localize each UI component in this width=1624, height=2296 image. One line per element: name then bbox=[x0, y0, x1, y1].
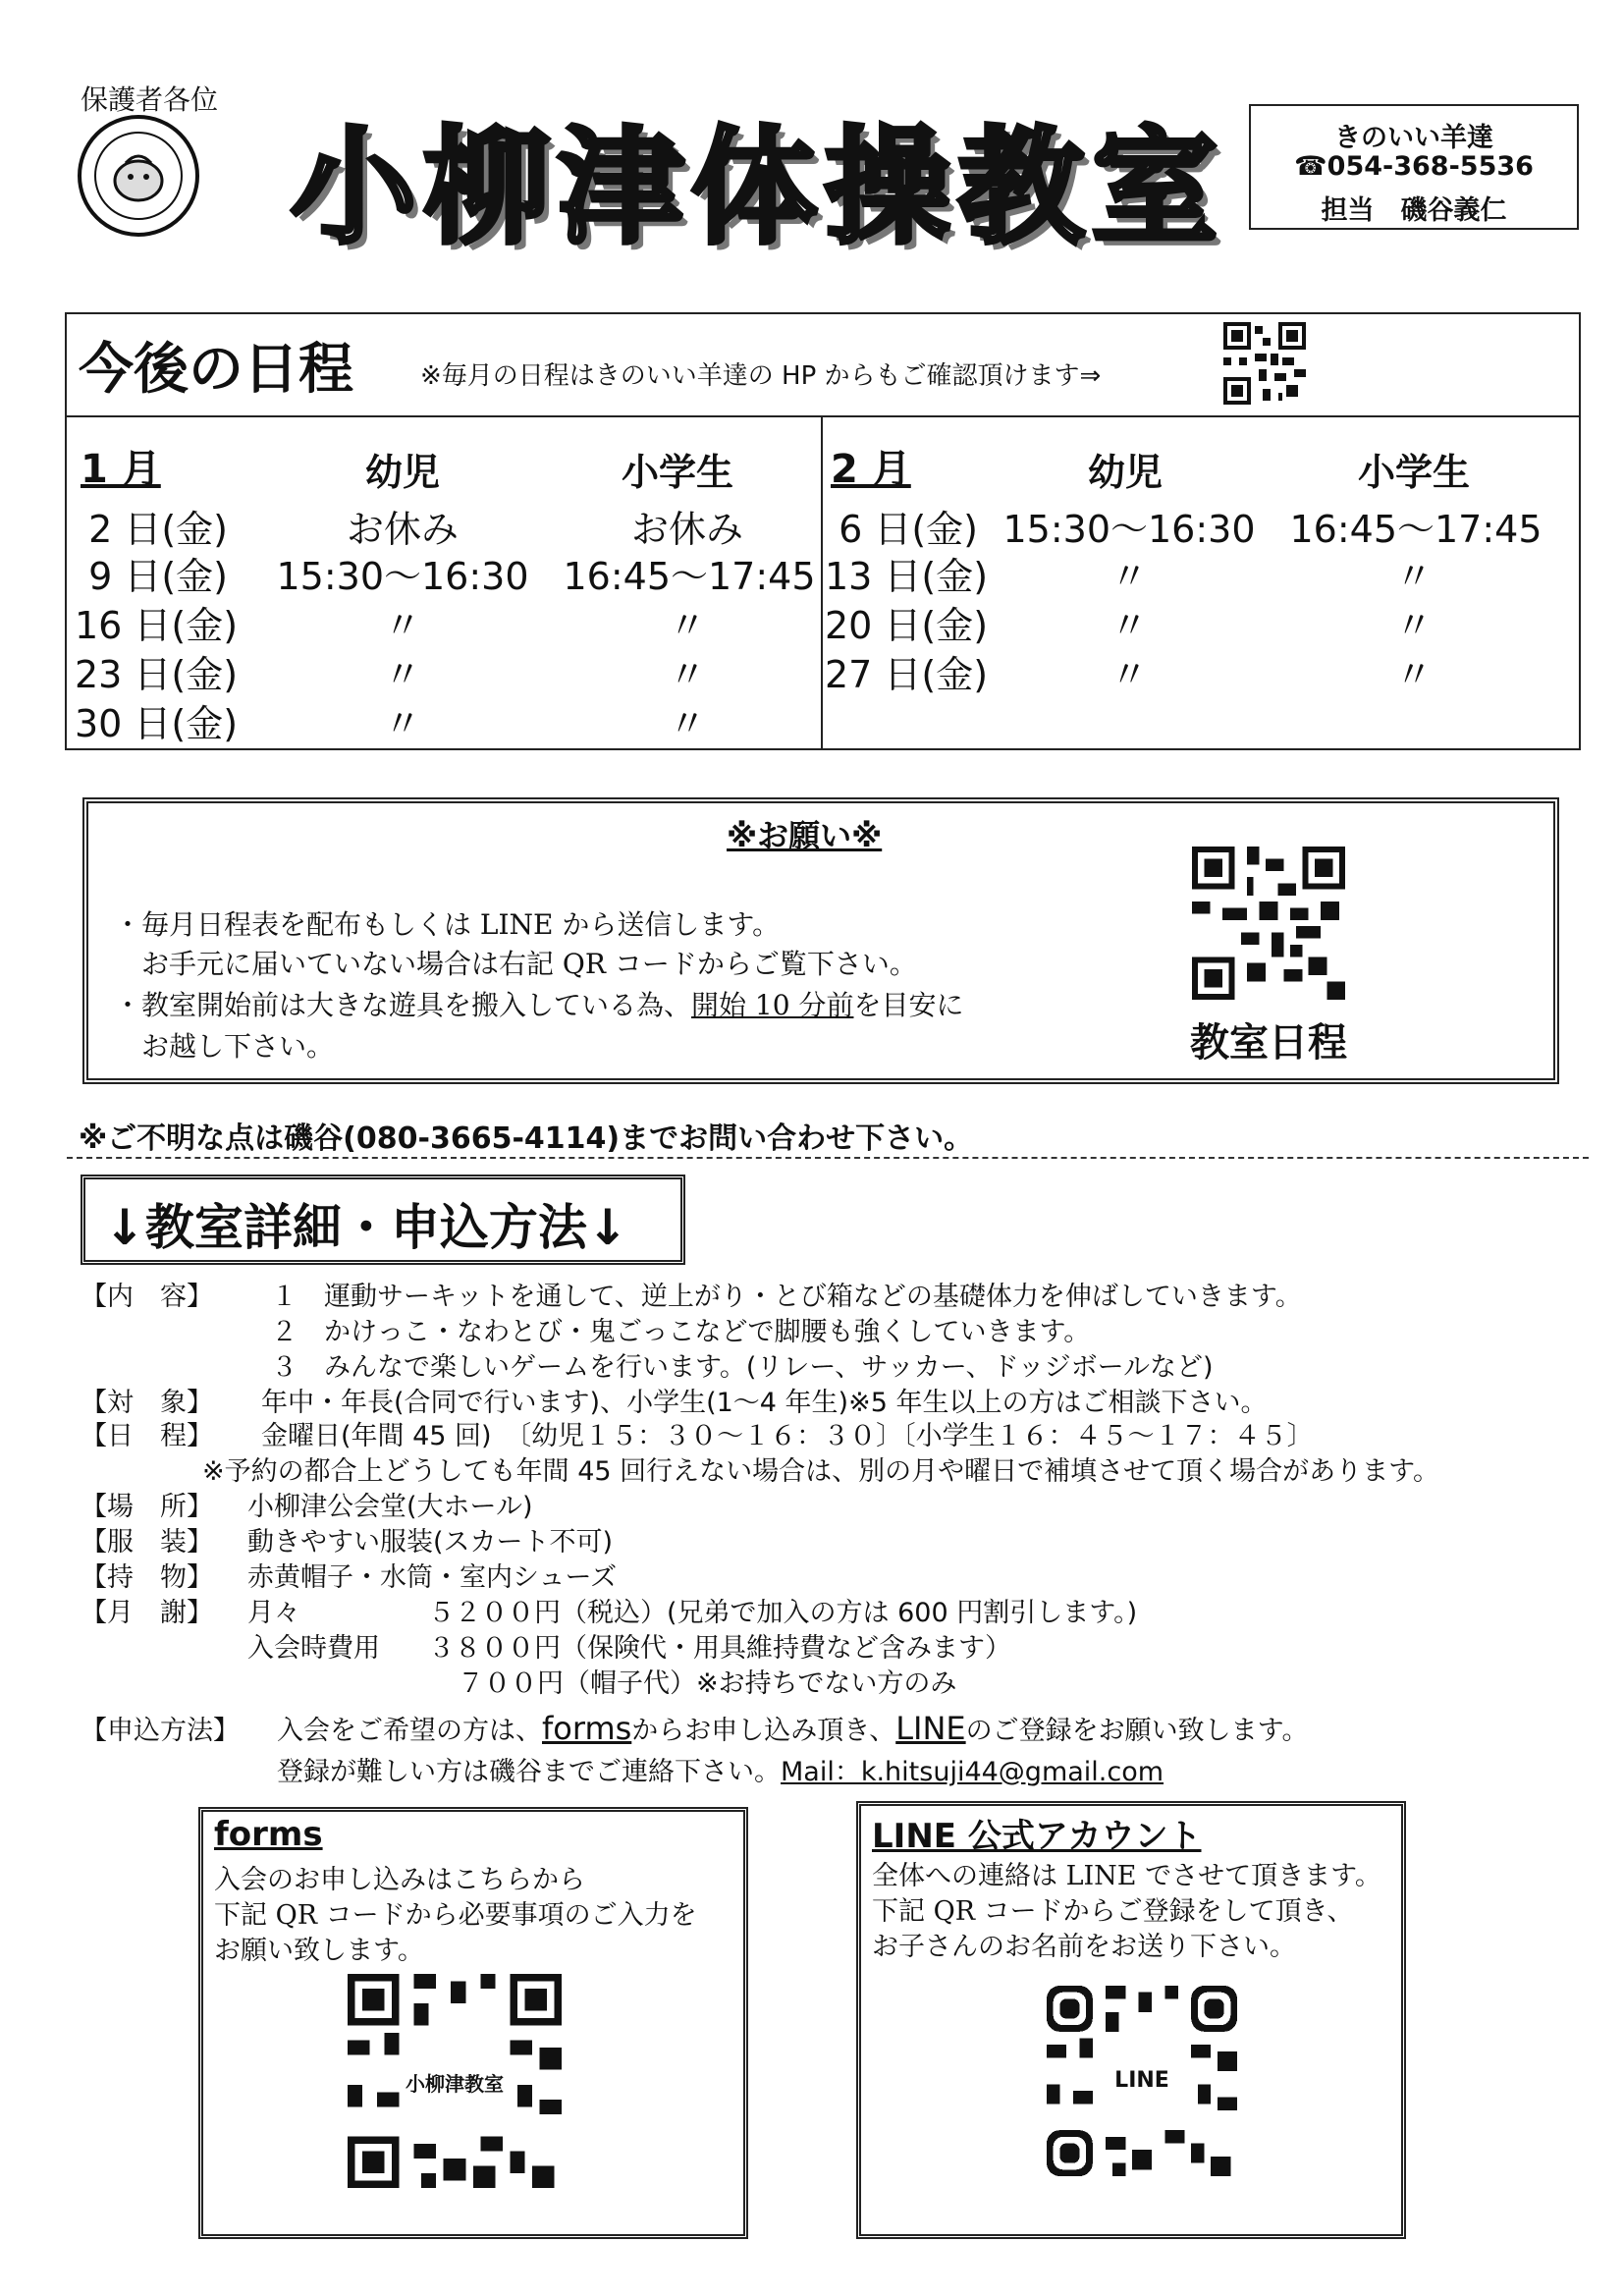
jan-elem: 〃 bbox=[668, 702, 706, 745]
schedule-note: ※毎月の日程はきのいい羊達の HP からもご確認頂けます⇒ bbox=[420, 361, 1102, 391]
feb-date: 6 日(金) bbox=[839, 508, 978, 551]
fee-entry-label: 入会時費用 bbox=[247, 1633, 380, 1664]
request-line-2: お手元に届いていない場合は右記 QR コードからご覧下さい。 bbox=[141, 948, 917, 980]
items-label: 【持 物】 bbox=[81, 1562, 213, 1593]
forms-link[interactable]: forms bbox=[542, 1710, 632, 1747]
feb-date: 27 日(金) bbox=[825, 653, 989, 696]
apply-line-1-a: 入会をご希望の方は、 bbox=[277, 1716, 542, 1746]
jan-elem: 16:45～17:45 bbox=[563, 555, 816, 598]
schedule-qr-label: 教室日程 bbox=[1190, 1020, 1347, 1066]
target-label: 【対 象】 bbox=[81, 1388, 213, 1418]
request-line-3-a: ・教室開始前は大きな遊具を搬入している為、 bbox=[114, 989, 692, 1021]
month-jan: 1 月 bbox=[81, 447, 161, 492]
fee-monthly-label: 月々 bbox=[247, 1598, 300, 1628]
schedule-qr-icon[interactable] bbox=[1223, 322, 1306, 405]
jan-col-infant: 幼児 bbox=[364, 451, 440, 494]
date-note: ※予約の都合上どうしても年間 45 回行えない場合は、別の月や曜日で補填させて頂く場合があります。 bbox=[202, 1456, 1439, 1487]
feb-elem: 16:45～17:45 bbox=[1289, 508, 1543, 551]
feb-date: 13 日(金) bbox=[825, 555, 989, 598]
jan-infant: 〃 bbox=[383, 604, 421, 647]
schedule-header-divider bbox=[65, 415, 1581, 417]
jan-date: 16 日(金) bbox=[75, 604, 239, 647]
fee-entry: ３８００円（保険代・用具維持費など含みます） bbox=[428, 1633, 1011, 1664]
request-line-3-b: 開始 10 分前 bbox=[691, 989, 854, 1021]
jan-infant: 〃 bbox=[383, 653, 421, 696]
clothes-text: 動きやすい服装(スカート不可) bbox=[247, 1527, 614, 1558]
content-3: ３ みんなで楽しいゲームを行います。(リレー、サッカー、ドッジボールなど) bbox=[271, 1352, 1214, 1383]
feb-elem: 〃 bbox=[1394, 604, 1433, 647]
contact-person: 担当 磯谷義仁 bbox=[1321, 195, 1507, 226]
jan-date: 2 日(金) bbox=[88, 508, 228, 551]
contact-org: きのいい羊達 bbox=[1334, 123, 1493, 153]
logo-icon bbox=[77, 114, 200, 238]
feb-infant: 〃 bbox=[1110, 604, 1148, 647]
request-line-3 bbox=[114, 984, 963, 1023]
schedule-heading: 今後の日程 bbox=[79, 338, 353, 402]
contact-phone: ☎054-368-5536 bbox=[1294, 151, 1534, 182]
fee-hat: ７００円（帽子代）※お持ちでない方のみ bbox=[458, 1668, 957, 1699]
feb-elem: 〃 bbox=[1394, 653, 1433, 696]
line-line-2: 下記 QR コードからご登録をして頂き、 bbox=[872, 1896, 1354, 1927]
apply-line-1 bbox=[277, 1709, 1308, 1747]
jan-date: 9 日(金) bbox=[88, 555, 228, 598]
month-feb: 2 月 bbox=[831, 447, 911, 492]
feb-infant: 〃 bbox=[1110, 555, 1148, 598]
request-heading: ※お願い※ bbox=[727, 817, 883, 854]
feb-infant: 15:30～16:30 bbox=[1002, 508, 1256, 551]
content-label: 【内 容】 bbox=[81, 1282, 213, 1312]
place-label: 【場 所】 bbox=[81, 1492, 213, 1522]
line-qr-label: LINE bbox=[1114, 2068, 1169, 2093]
date-text: 金曜日(年間 45 回) 〔幼児１５：３０～１６：３０〕〔小学生１６：４５～１７：４５〕 bbox=[261, 1421, 1314, 1451]
jan-elem: お休み bbox=[630, 508, 743, 551]
request-line-3-c: を目安に bbox=[853, 989, 964, 1021]
line-title: LINE 公式アカウント bbox=[872, 1817, 1202, 1856]
recipient: 保護者各位 bbox=[81, 83, 219, 116]
schedule-qr-code-icon[interactable] bbox=[1192, 847, 1345, 1000]
apply-label: 【申込方法】 bbox=[81, 1716, 240, 1746]
date-label: 【日 程】 bbox=[81, 1421, 213, 1451]
place-text: 小柳津公会堂(大ホール) bbox=[247, 1492, 533, 1522]
apply-line-2-a: 登録が難しい方は磯谷までご連絡下さい。 bbox=[277, 1757, 781, 1787]
feb-col-elem: 小学生 bbox=[1357, 451, 1470, 494]
fee-label: 【月 謝】 bbox=[81, 1598, 213, 1628]
feb-col-infant: 幼児 bbox=[1087, 451, 1163, 494]
feb-infant: 〃 bbox=[1110, 653, 1148, 696]
details-heading: ↓教室詳細・申込方法↓ bbox=[104, 1199, 628, 1256]
jan-date: 30 日(金) bbox=[75, 702, 239, 745]
fee-monthly: ５２００円（税込）(兄弟で加入の方は 600 円割引します。) bbox=[428, 1598, 1138, 1628]
content-2: ２ かけっこ・なわとび・鬼ごっこなどで脚腰も強くしていきます。 bbox=[271, 1317, 1091, 1347]
jan-infant: 15:30～16:30 bbox=[276, 555, 529, 598]
jan-date: 23 日(金) bbox=[75, 653, 239, 696]
inquiry-text: ※ご不明な点は磯谷(080-3665-4114)までお問い合わせ下さい。 bbox=[79, 1121, 974, 1156]
dashed-divider bbox=[67, 1157, 1589, 1159]
request-line-1: ・毎月日程表を配布もしくは LINE から送信します。 bbox=[114, 908, 781, 941]
contact-box bbox=[1249, 104, 1579, 230]
jan-infant: 〃 bbox=[383, 702, 421, 745]
jan-col-elem: 小学生 bbox=[621, 451, 733, 494]
target-text: 年中・年長(合同で行います)、小学生(1～4 年生)※5 年生以上の方はご相談下さい。 bbox=[261, 1388, 1268, 1418]
line-line-3: お子さんのお名前をお送り下さい。 bbox=[872, 1932, 1296, 1962]
page-title: 小柳津体操教室 bbox=[291, 115, 1226, 261]
line-line-1: 全体への連絡は LINE でさせて頂きます。 bbox=[872, 1861, 1381, 1891]
forms-qr-label: 小柳津教室 bbox=[406, 2072, 504, 2096]
apply-line-1-c: からお申し込み頂き、 bbox=[631, 1716, 896, 1746]
clothes-label: 【服 装】 bbox=[81, 1527, 213, 1558]
apply-line-2 bbox=[277, 1750, 1164, 1788]
apply-line-1-e: のご登録をお願い致します。 bbox=[965, 1716, 1309, 1746]
content-1: １ 運動サーキットを通して、逆上がり・とび箱などの基礎体力を伸ばしていきます。 bbox=[271, 1282, 1302, 1312]
forms-line-2: 下記 QR コードから必要事項のご入力を bbox=[214, 1900, 697, 1931]
forms-title: forms bbox=[214, 1815, 323, 1854]
jan-elem: 〃 bbox=[668, 653, 706, 696]
request-line-4: お越し下さい。 bbox=[141, 1030, 335, 1063]
jan-elem: 〃 bbox=[668, 604, 706, 647]
feb-elem: 〃 bbox=[1394, 555, 1433, 598]
mail-link[interactable]: Mail：k.hitsuji44@gmail.com bbox=[781, 1757, 1164, 1787]
items-text: 赤黄帽子・水筒・室内シューズ bbox=[247, 1562, 618, 1593]
forms-line-3: お願い致します。 bbox=[214, 1936, 424, 1966]
forms-line-1: 入会のお申し込みはこちらから bbox=[214, 1865, 585, 1895]
feb-date: 20 日(金) bbox=[825, 604, 989, 647]
line-link[interactable]: LINE bbox=[895, 1710, 966, 1747]
jan-infant: お休み bbox=[346, 508, 459, 551]
